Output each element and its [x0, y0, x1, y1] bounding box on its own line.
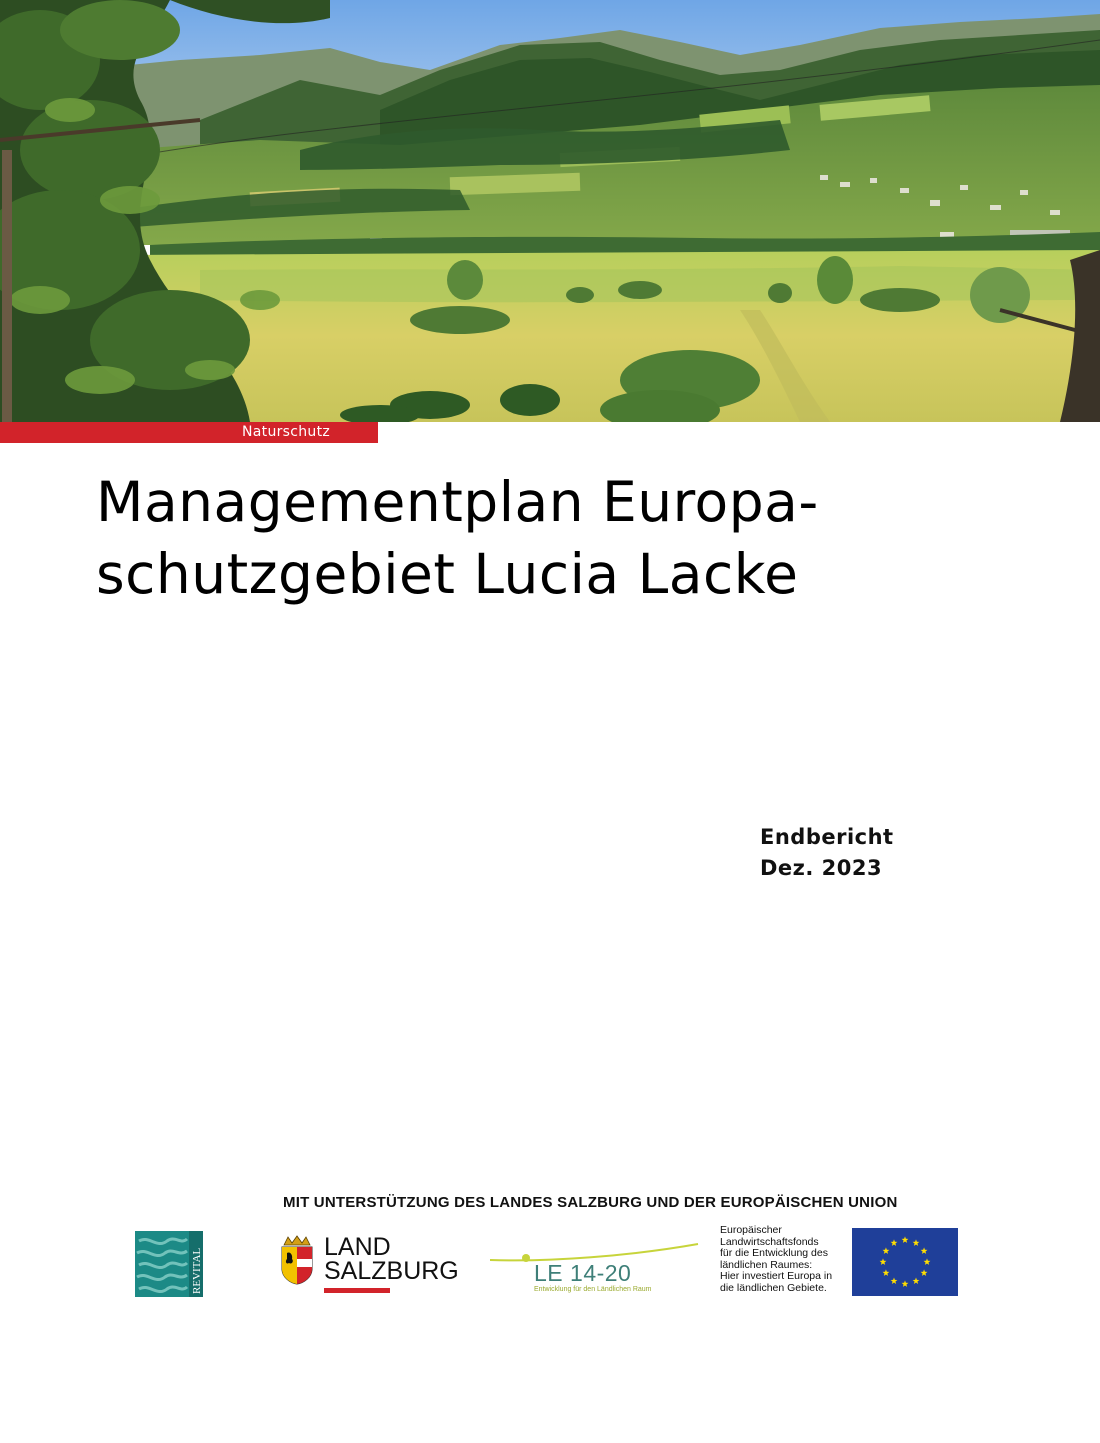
cover-photo — [0, 0, 1100, 422]
eafrd-line-1: Europäischer — [720, 1224, 782, 1236]
salzburg-crest-icon — [280, 1235, 314, 1285]
revital-logo-icon — [135, 1231, 203, 1297]
land-salzburg-underline — [324, 1288, 390, 1293]
le-14-20-logo — [490, 1238, 700, 1298]
revital-logo — [135, 1231, 203, 1297]
le-subtitle: Entwicklung für den Ländlichen Raum — [534, 1286, 652, 1293]
funding-heading: MIT UNTERSTÜTZUNG DES LANDES SALZBURG UND DER EUROPÄISCHEN UNION — [283, 1194, 898, 1211]
category-label: Naturschutz — [242, 424, 331, 440]
title-line-1: Managementplan Europa- — [96, 470, 819, 534]
revital-logo-text: REVITAL — [191, 1247, 203, 1294]
eafrd-text — [720, 1225, 850, 1295]
report-date: Dez. 2023 — [760, 856, 883, 880]
eu-flag-icon — [852, 1228, 958, 1296]
eafrd-line-3: für die Entwicklung des — [720, 1247, 828, 1260]
document-title — [96, 466, 819, 610]
eafrd-line-5: Hier investiert Europa in — [720, 1270, 833, 1283]
eafrd-line-4: ländlichen Raumes: — [720, 1258, 813, 1271]
category-tab — [0, 422, 378, 443]
title-line-2: schutzgebiet Lucia Lacke — [96, 542, 799, 606]
report-type: Endbericht — [760, 825, 894, 849]
land-salzburg-line-2: SALZBURG — [324, 1257, 459, 1285]
land-salzburg-line-1: LAND — [324, 1233, 391, 1261]
le-label: LE 14-20 — [534, 1260, 632, 1286]
eafrd-line-6: die ländlichen Gebiete. — [720, 1281, 827, 1294]
eafrd-line-2: Landwirtschaftsfonds — [720, 1235, 819, 1248]
land-salzburg-text — [324, 1235, 459, 1283]
eu-flag — [852, 1228, 958, 1296]
land-salzburg-logo — [280, 1233, 470, 1297]
landscape-photo-icon — [0, 0, 1100, 422]
report-info — [760, 822, 894, 884]
